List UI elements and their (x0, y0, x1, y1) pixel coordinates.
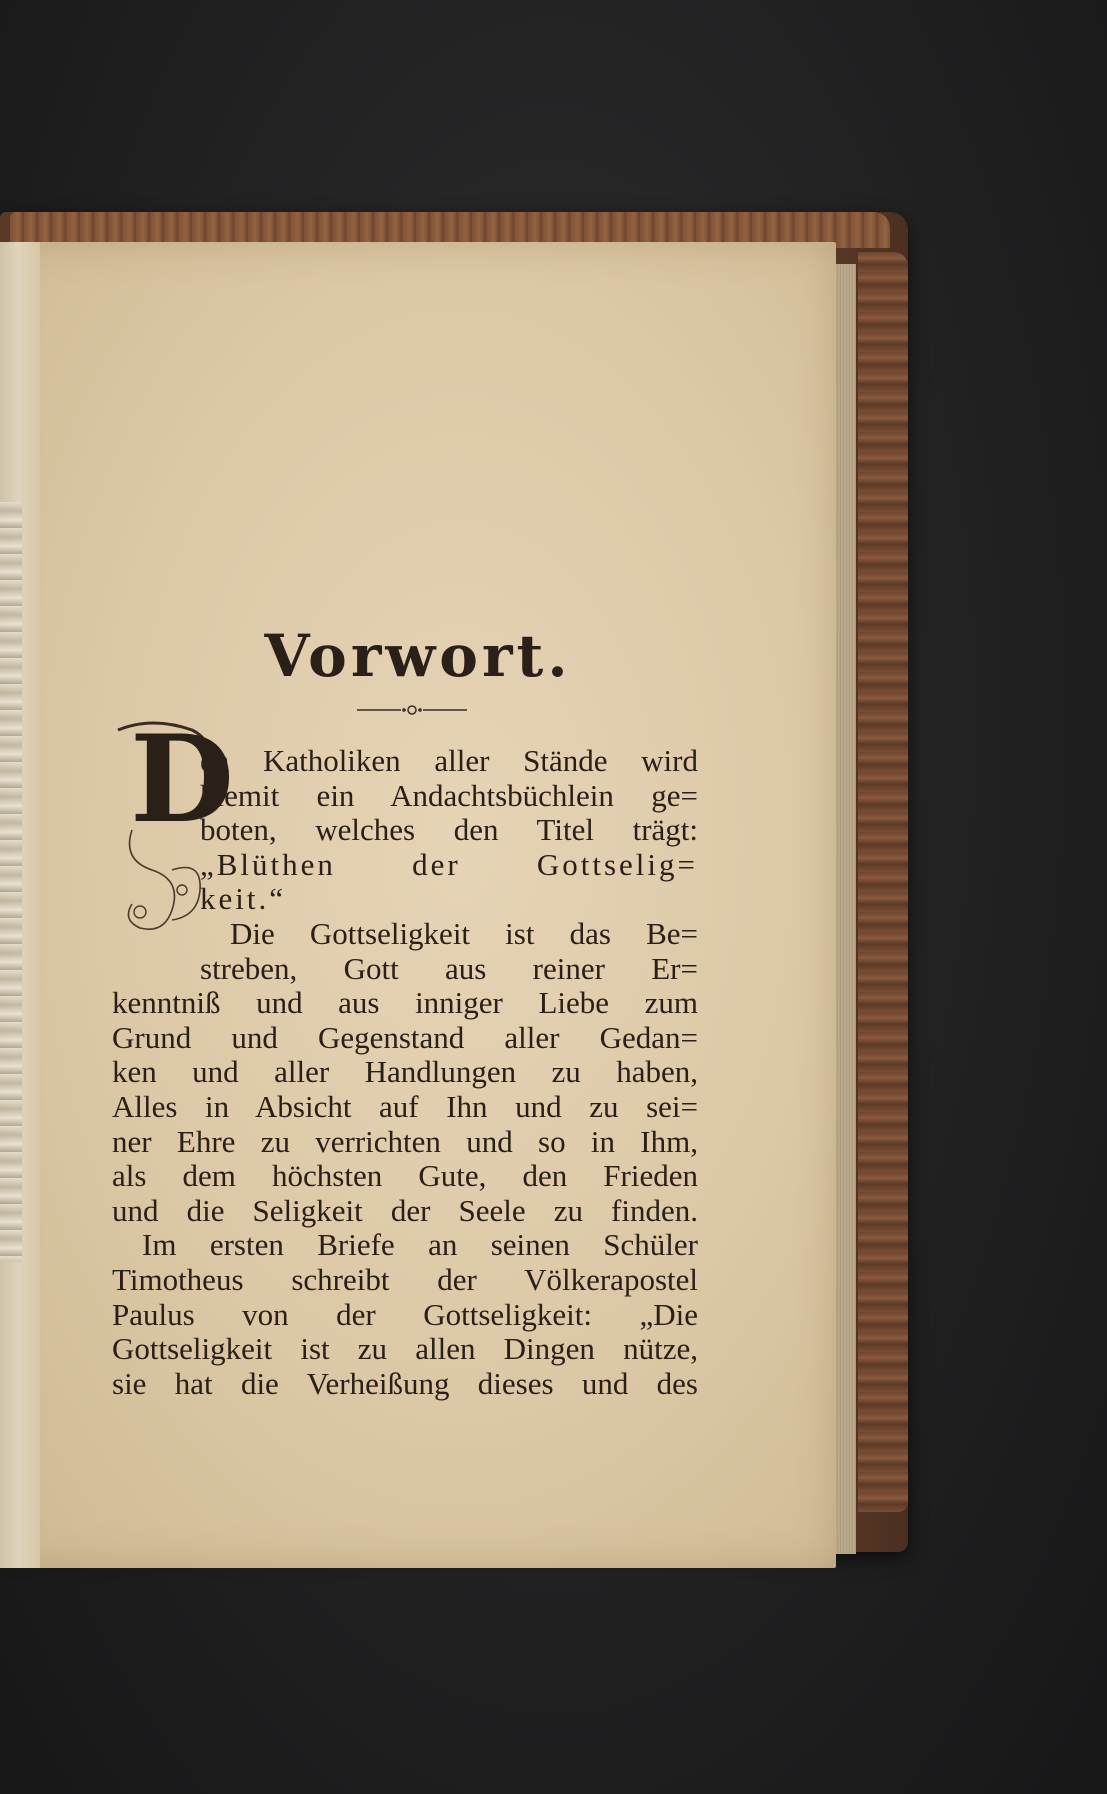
text-line: keit.“ (200, 881, 286, 917)
text-line: hiemit ein Andachtsbüchlein ge= (200, 777, 698, 813)
text-line: Grund und Gegenstand aller Gedan= (112, 1019, 698, 1055)
text-line: streben, Gott aus reiner Er= (200, 950, 698, 986)
page-stack-edge (836, 264, 856, 1554)
text-line: ken und aller Handlungen zu haben, (112, 1054, 698, 1090)
text-line: boten, welches den Titel trägt: (200, 812, 698, 848)
text-line: kenntniß und aus inniger Liebe zum (112, 985, 698, 1021)
drop-cap-letter: D (130, 709, 235, 850)
text-line: ner Ehre zu verrichten und so in Ihm, (112, 1123, 698, 1159)
text-line: en Katholiken aller Stände wird (200, 743, 698, 778)
book (0, 212, 908, 1592)
body-text (112, 744, 698, 1401)
text-line: Paulus von der Gottseligkeit: „Die (112, 1296, 698, 1332)
text-line: Gottseligkeit ist zu allen Dingen nütze, (112, 1331, 698, 1367)
text-line: und die Seligkeit der Seele zu finden. (112, 1192, 698, 1228)
text-line: Alles in Absicht auf Ihn und zu sei= (112, 1088, 698, 1124)
text-line: Timotheus schreibt der Völkerapostel (112, 1261, 698, 1297)
text-line: Im ersten Briefe an seinen Schüler (142, 1227, 698, 1263)
text-line: Die Gottseligkeit ist das Be= (230, 915, 698, 951)
text-line: als dem höchsten Gute, den Frieden (112, 1158, 698, 1194)
title-ornament-icon (357, 700, 467, 720)
torn-spine-edge (0, 242, 40, 1568)
cover-fore-edge (858, 252, 908, 1512)
text-line: „Blüthen der Gottselig= (200, 846, 698, 882)
book-page (0, 242, 836, 1568)
page-title: Vorwort. (264, 622, 572, 690)
text-line: sie hat die Verheißung dieses und des (112, 1365, 698, 1401)
